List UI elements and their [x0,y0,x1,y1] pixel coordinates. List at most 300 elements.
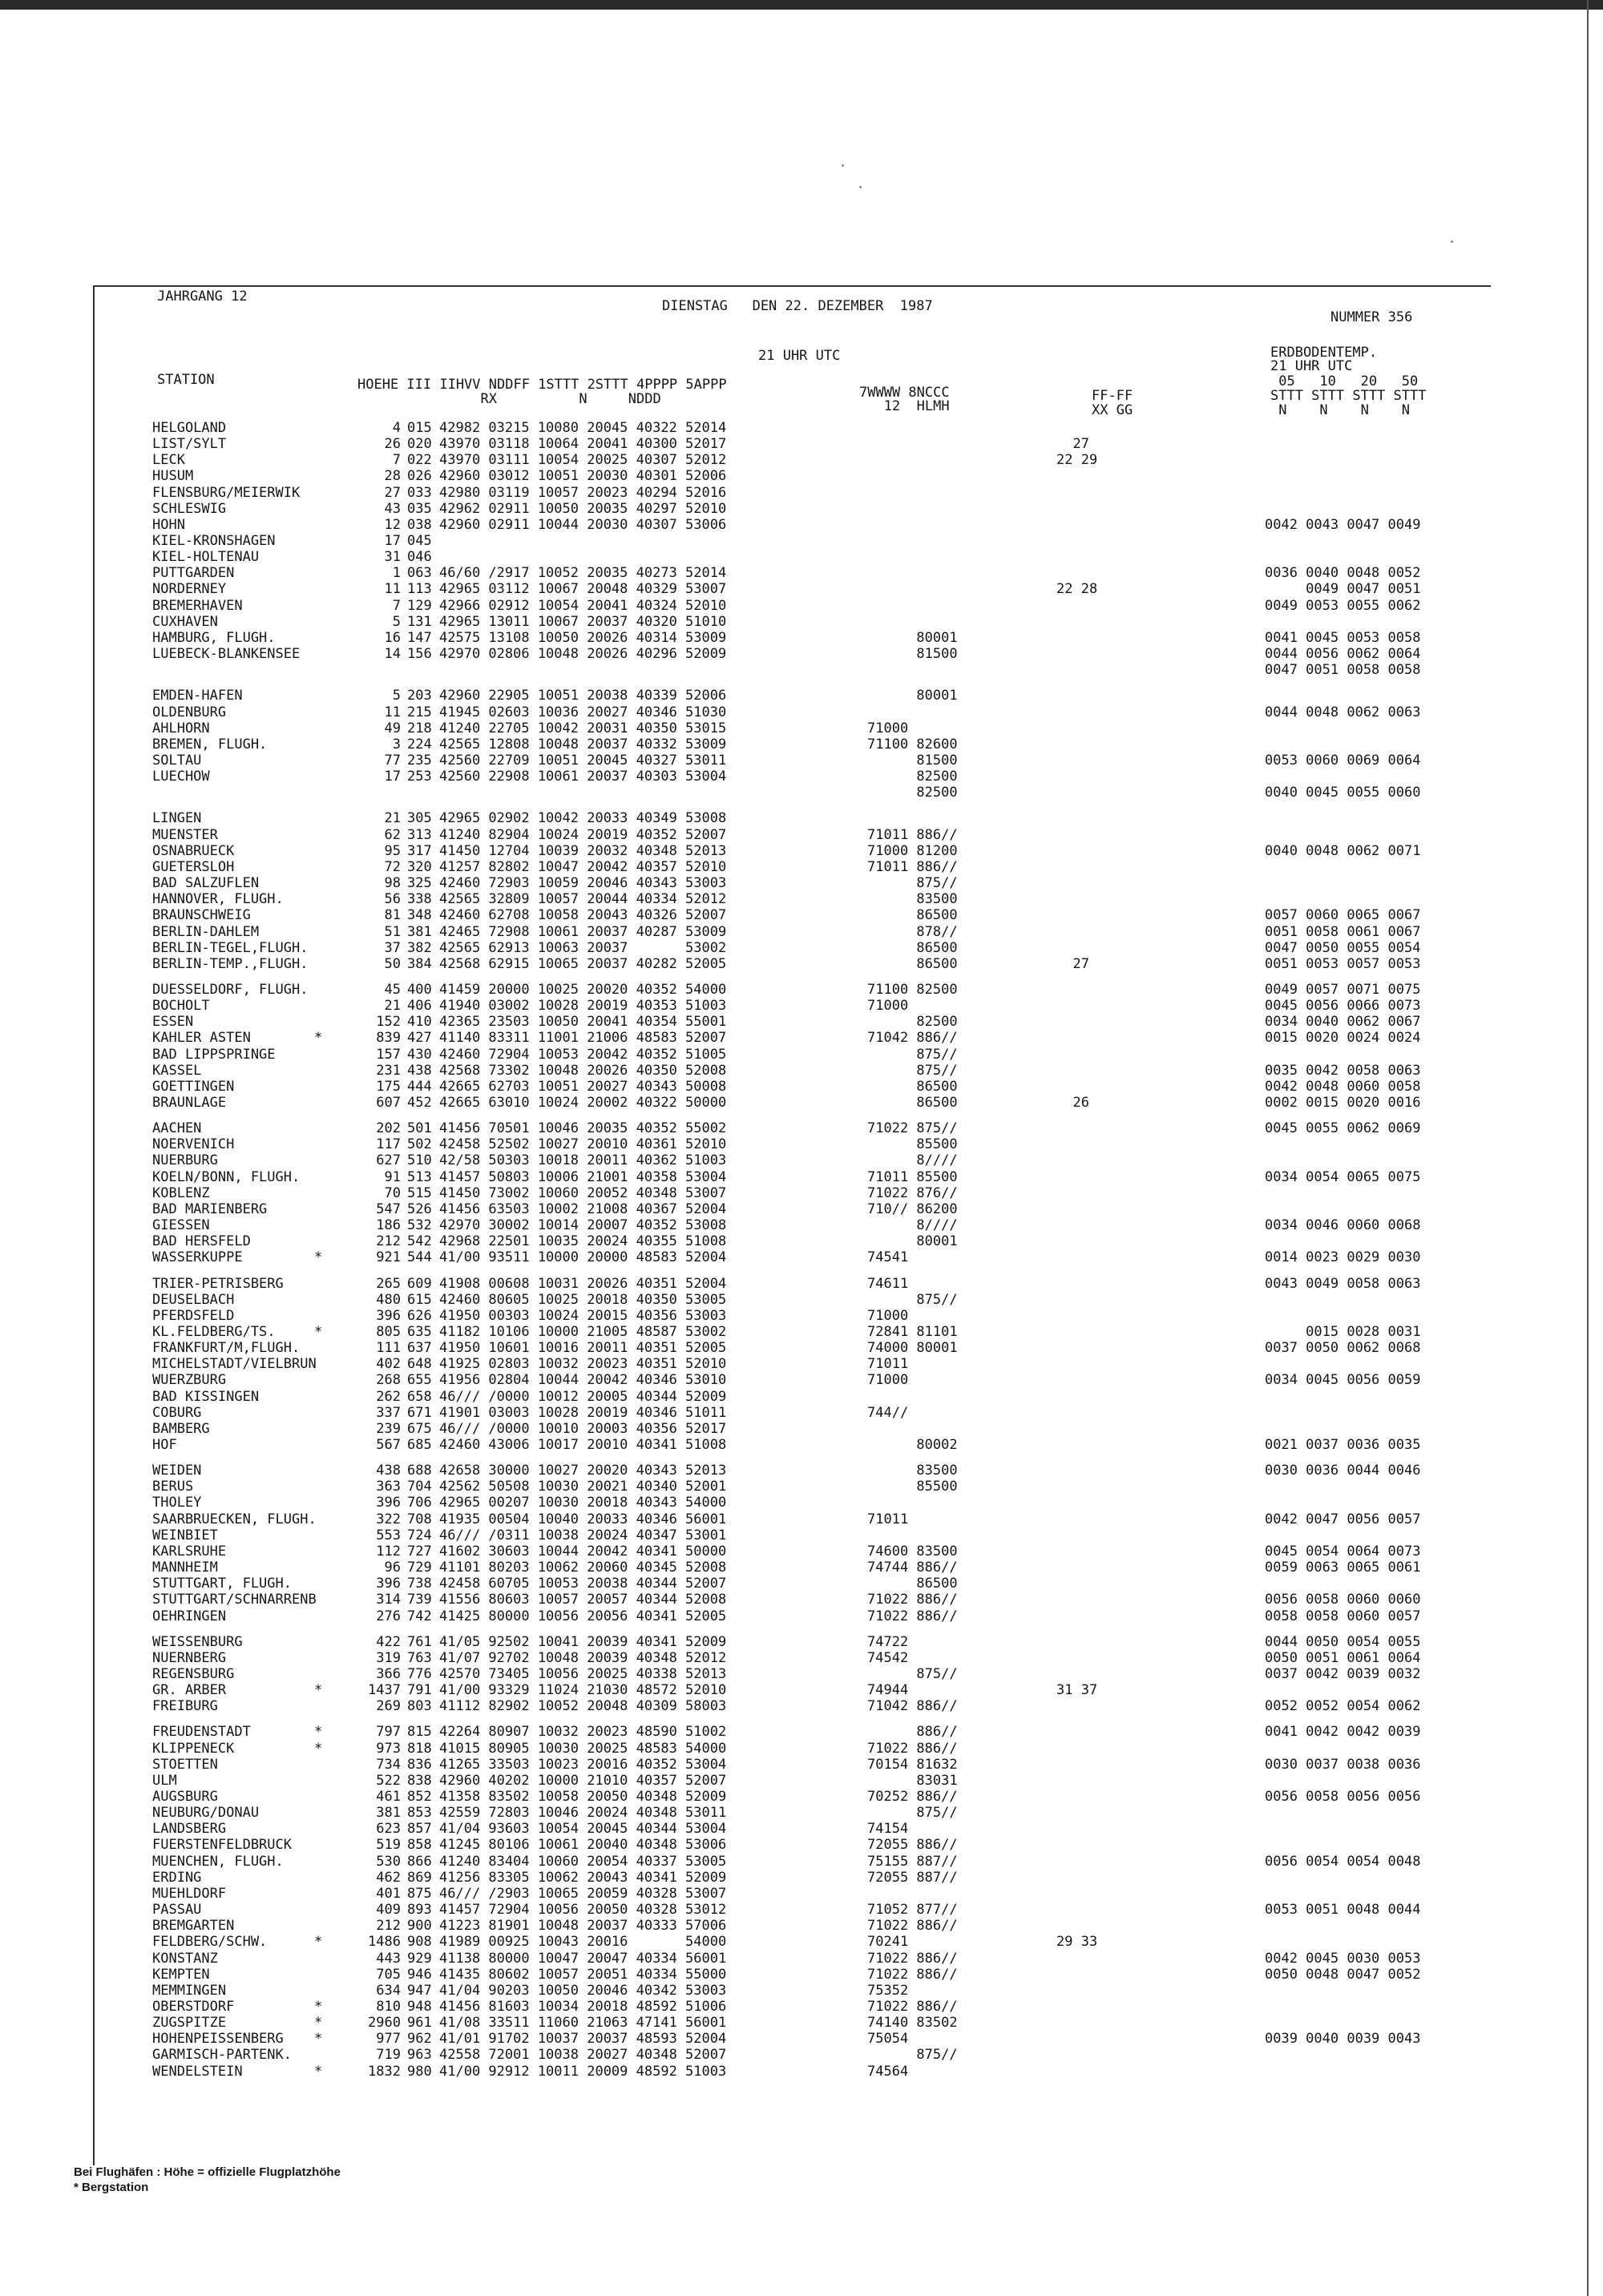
table-row [0,1951,1603,1967]
station-height: 16 [384,630,401,646]
synop-groups: 41456 81603 10034 20018 48592 51006 [439,1999,727,2015]
synop-groups: 42960 02911 10044 20030 40307 53006 [439,517,727,533]
synop-groups: 41950 10601 10016 20011 40351 52005 [439,1340,727,1356]
synop-groups: 41602 30603 10044 20042 40341 50000 [439,1543,727,1560]
synop-groups: 41435 80602 10057 20051 40334 55000 [439,1967,727,1983]
extra-groups: 74140 83502 [867,2015,958,2031]
extra-groups: 86500 [867,1576,958,1592]
synop-groups: 41112 82902 10052 20048 40309 58003 [439,1698,727,1714]
table-row [0,1292,1603,1308]
synop-groups: 42458 52502 10027 20010 40361 52010 [439,1136,727,1152]
table-row [0,1185,1603,1201]
column-soil-depths: 05 10 20 50 [1270,373,1419,389]
station-index: 532 [407,1217,432,1233]
station-height: 462 [376,1870,401,1886]
table-row [0,1511,1603,1527]
station-height: 51 [384,924,401,940]
synop-groups: 42560 22709 10051 20045 40327 53011 [439,753,727,769]
station-name: NUERNBERG [152,1650,227,1666]
column-soil-n: N N N N [1270,402,1410,418]
station-height: 175 [376,1079,401,1095]
station-height: 973 [376,1741,401,1757]
station-name: FUERSTENFELDBRUCK [152,1837,292,1853]
synop-groups: 42970 02806 10048 20026 40296 52009 [439,646,727,662]
header-number: NUMMER 356 [1330,309,1413,325]
station-height: 314 [376,1592,401,1608]
station-height: 231 [376,1063,401,1079]
station-index: 063 [407,565,432,581]
station-index: 727 [407,1543,432,1560]
station-height: 7 [392,598,401,614]
soil-temperatures: 0034 0046 0060 0068 [1265,1217,1421,1233]
station-height: 112 [376,1543,401,1560]
synop-groups: 42962 02911 10050 20035 40297 52010 [439,501,727,517]
synop-groups: 42982 03215 10080 20045 40322 52014 [439,420,727,436]
synop-groups: 42970 30002 10014 20007 40352 53008 [439,1217,727,1233]
header-volume: JAHRGANG 12 [157,289,248,305]
station-index: 908 [407,1934,432,1950]
table-row [0,1030,1603,1046]
station-height: 627 [376,1152,401,1168]
station-name: BAD KISSINGEN [152,1389,260,1405]
station-height: 265 [376,1276,401,1292]
station-height: 4 [392,420,401,436]
table-row [0,1120,1603,1136]
table-row [0,1886,1603,1902]
station-height: 212 [376,1918,401,1934]
station-height: 401 [376,1886,401,1902]
extra-groups: 71022 886// [867,1999,958,2015]
synop-groups: 42575 13108 10050 20026 40314 53009 [439,630,727,646]
synop-groups: 41015 80905 10030 20025 48583 54000 [439,1741,727,1757]
station-index: 962 [407,2031,432,2047]
station-name: LUEBECK-BLANKENSEE [152,646,301,662]
synop-groups: 42559 72803 10046 20024 40348 53011 [439,1805,727,1821]
station-name: HOF [152,1437,177,1453]
soil-temp-time: 21 UHR UTC [1270,358,1353,374]
station-name: KOELN/BONN, FLUGH. [152,1169,301,1185]
synop-groups: 46/// /0000 10012 20005 40344 52009 [439,1389,727,1405]
synop-groups: 41/01 91702 10037 20037 48593 52004 [439,2031,727,2047]
station-name: LIST/SYLT [152,436,227,452]
station-index: 675 [407,1421,432,1437]
station-index: 215 [407,704,432,720]
station-index: 526 [407,1201,432,1217]
extra-groups: 71022 886// [867,1967,958,1983]
table-row [0,533,1603,549]
wind-gusts: 26 [1056,1095,1089,1111]
station-index: 963 [407,2047,432,2063]
synop-groups: 42568 73302 10048 20026 40350 52008 [439,1063,727,1079]
table-row [0,452,1603,468]
station-height: 26 [384,436,401,452]
station-index: 156 [407,646,432,662]
extra-groups: 72841 81101 [867,1324,958,1340]
table-row [0,688,1603,704]
synop-groups: 42965 02902 10042 20033 40349 53008 [439,810,727,826]
station-index: 857 [407,1821,432,1837]
station-height: 117 [376,1136,401,1152]
station-height: 11 [384,581,401,597]
table-row [0,436,1603,452]
station-index: 400 [407,982,432,998]
station-index: 609 [407,1276,432,1292]
soil-temperatures: 0056 0054 0054 0048 [1265,1854,1421,1870]
table-row [0,1340,1603,1356]
station-height: 62 [384,827,401,843]
station-name: BAD LIPPSPRINGE [152,1047,276,1063]
synop-groups: 41101 80203 10062 20060 40345 52008 [439,1560,727,1576]
extra-groups: 875// [867,2047,958,2063]
synop-groups: 42570 73405 10056 20025 40338 52013 [439,1666,727,1682]
soil-temperatures: 0030 0036 0044 0046 [1265,1463,1421,1479]
synop-groups: 42460 43006 10017 20010 40341 51008 [439,1437,727,1453]
soil-temperatures: 0058 0058 0060 0057 [1265,1608,1421,1624]
station-index: 948 [407,1999,432,2015]
station-name: GARMISCH-PARTENK. [152,2047,292,2063]
soil-temperatures: 0021 0037 0036 0035 [1265,1437,1421,1453]
soil-temperatures: 0042 0043 0047 0049 [1265,517,1421,533]
station-height: 977 [376,2031,401,2047]
station-index: 452 [407,1095,432,1111]
table-row [0,1805,1603,1821]
station-name: NOERVENICH [152,1136,235,1152]
station-height: 1 [392,565,401,581]
extra-groups: 71052 877// [867,1902,958,1918]
soil-temperatures: 0050 0048 0047 0052 [1265,1967,1421,1983]
soil-temperatures: 0037 0042 0039 0032 [1265,1666,1421,1682]
synop-groups: 41457 50803 10006 21001 40358 53004 [439,1169,727,1185]
soil-temperatures: 0045 0055 0062 0069 [1265,1120,1421,1136]
table-row [0,810,1603,826]
table-row [0,982,1603,998]
table-row [0,1527,1603,1543]
table-row [0,1870,1603,1886]
station-name: BERLIN-DAHLEM [152,924,260,940]
station-height: 186 [376,1217,401,1233]
station-height: 21 [384,810,401,826]
wind-gusts: 22 28 [1056,581,1098,597]
table-row [0,662,1603,678]
station-name: KEMPTEN [152,1967,210,1983]
synop-groups: 41/00 93511 10000 20000 48583 52004 [439,1249,727,1265]
extra-groups: 74541 [867,1249,909,1265]
station-height: 607 [376,1095,401,1111]
station-name: AHLHORN [152,720,210,736]
station-height: 72 [384,859,401,875]
station-height: 27 [384,485,401,501]
station-index: 253 [407,769,432,785]
synop-groups: 42960 03012 10051 20030 40301 52006 [439,468,727,484]
extra-groups: 74542 [867,1650,909,1666]
extra-groups: 71022 886// [867,1608,958,1624]
extra-groups: 86500 [867,956,958,972]
station-name: STUTTGART/SCHNARRENB [152,1592,317,1608]
soil-temperatures: 0041 0042 0042 0039 [1265,1724,1421,1740]
station-name: HOHENPEISSENBERG [152,2031,284,2047]
station-index: 742 [407,1608,432,1624]
soil-temperatures: 0043 0049 0058 0063 [1265,1276,1421,1292]
station-name: ESSEN [152,1014,194,1030]
extra-groups: 886// [867,1724,958,1740]
synop-groups: 41456 63503 10002 21008 40367 52004 [439,1201,727,1217]
table-row [0,1079,1603,1095]
soil-temperatures: 0034 0054 0065 0075 [1265,1169,1421,1185]
station-height: 98 [384,875,401,891]
soil-temperatures: 0015 0020 0024 0024 [1265,1030,1421,1046]
synop-groups: 41256 83305 10062 20043 40341 52009 [439,1870,727,1886]
station-index: 313 [407,827,432,843]
station-name: GR. ARBER [152,1682,227,1698]
extra-groups: 72055 886// [867,1837,958,1853]
station-index: 022 [407,452,432,468]
synop-groups: 41459 20000 10025 20020 40352 54000 [439,982,727,998]
header-date: DIENSTAG DEN 22. DEZEMBER 1987 [662,298,933,314]
station-name: WASSERKUPPE [152,1249,243,1265]
soil-temperatures: 0042 0047 0056 0057 [1265,1511,1421,1527]
table-row [0,468,1603,484]
table-row [0,998,1603,1014]
station-height: 443 [376,1951,401,1967]
station-height: 152 [376,1014,401,1030]
table-row [0,1095,1603,1111]
station-index: 427 [407,1030,432,1046]
station-height: 3 [392,736,401,753]
table-row [0,907,1603,923]
station-index: 626 [407,1308,432,1324]
station-name: LANDSBERG [152,1821,227,1837]
synop-groups: 42465 72908 10061 20037 40287 53009 [439,924,727,940]
soil-temperatures: 0045 0056 0066 0073 [1265,998,1421,1014]
station-name: PFERDSFELD [152,1308,235,1324]
extra-groups: 80001 [867,688,958,704]
soil-temperatures: 0049 0057 0071 0075 [1265,982,1421,998]
station-height: 50 [384,956,401,972]
station-name: STUTTGART, FLUGH. [152,1576,292,1592]
extra-groups: 83500 [867,1463,958,1479]
table-row [0,1169,1603,1185]
soil-temperatures: 0041 0045 0053 0058 [1265,630,1421,646]
table-row [0,1592,1603,1608]
station-name: GOETTINGEN [152,1079,235,1095]
synop-groups: 41245 80106 10061 20040 40348 53006 [439,1837,727,1853]
extra-groups: 80001 [867,1233,958,1249]
station-index: 869 [407,1870,432,1886]
table-row [0,565,1603,581]
mountain-marker: * [314,1324,323,1340]
station-name: NUERBURG [152,1152,218,1168]
station-name: KL.FELDBERG/TS. [152,1324,276,1340]
table-row [0,1437,1603,1453]
table-row [0,1543,1603,1560]
extra-groups: 74722 [867,1634,909,1650]
extra-groups: 875// [867,875,958,891]
station-index: 637 [407,1340,432,1356]
station-index: 320 [407,859,432,875]
station-index: 836 [407,1757,432,1773]
table-row [0,1560,1603,1576]
station-name: ZUGSPITZE [152,2015,227,2031]
soil-temperatures: 0044 0056 0062 0064 [1265,646,1421,662]
synop-groups: 42560 22908 10061 20037 40303 53004 [439,769,727,785]
station-height: 49 [384,720,401,736]
station-name: WEISSENBURG [152,1634,243,1650]
table-row [0,1014,1603,1030]
table-row [0,1650,1603,1666]
station-name: SAARBRUECKEN, FLUGH. [152,1511,317,1527]
wind-gusts: 27 [1056,436,1089,452]
table-row [0,1773,1603,1789]
station-name: MUENCHEN, FLUGH. [152,1854,284,1870]
station-height: 111 [376,1340,401,1356]
table-row [0,1047,1603,1063]
station-height: 547 [376,1201,401,1217]
soil-temperatures: 0053 0060 0069 0064 [1265,753,1421,769]
extra-groups: 70241 [867,1934,909,1950]
station-name: OLDENBURG [152,704,227,720]
table-row [0,1698,1603,1714]
synop-groups: 41450 73002 10060 20052 40348 53007 [439,1185,727,1201]
table-row [0,1967,1603,1983]
station-index: 708 [407,1511,432,1527]
extra-groups: 71000 81200 [867,843,958,859]
column-extra-line2: 12 HLMH [859,398,950,414]
station-name: TRIER-PETRISBERG [152,1276,284,1292]
station-height: 28 [384,468,401,484]
synop-groups: 41240 22705 10042 20031 40350 53015 [439,720,727,736]
table-row [0,501,1603,517]
soil-temperatures: 0002 0015 0020 0016 [1265,1095,1421,1111]
extra-groups: 71042 886// [867,1698,958,1714]
station-height: 212 [376,1233,401,1249]
soil-temperatures: 0045 0054 0064 0073 [1265,1543,1421,1560]
table-row [0,1356,1603,1372]
extra-groups: 71011 886// [867,827,958,843]
synop-groups: 42458 60705 10053 20038 40344 52007 [439,1576,727,1592]
table-row [0,1276,1603,1292]
table-row [0,614,1603,630]
station-height: 268 [376,1372,401,1388]
station-height: 705 [376,1967,401,1983]
extra-groups: 71022 886// [867,1592,958,1608]
table-row [0,875,1603,891]
station-name: HOHN [152,517,185,533]
extra-groups: 82500 [867,769,958,785]
station-name: DUESSELDORF, FLUGH. [152,982,309,998]
station-index: 929 [407,1951,432,1967]
synop-groups: 41182 10106 10000 21005 48587 53002 [439,1324,727,1340]
table-row [0,485,1603,501]
station-name: BAMBERG [152,1421,210,1437]
soil-temperatures: 0015 0028 0031 [1265,1324,1421,1340]
station-height: 12 [384,517,401,533]
station-index: 704 [407,1479,432,1495]
station-height: 438 [376,1463,401,1479]
synop-groups: 42665 63010 10024 20002 40322 50000 [439,1095,727,1111]
station-index: 655 [407,1372,432,1388]
station-index: 761 [407,1634,432,1650]
station-name: FLENSBURG/MEIERWIK [152,485,301,501]
table-row [0,704,1603,720]
station-index: 438 [407,1063,432,1079]
synop-groups: 41265 33503 10023 20016 40352 53004 [439,1757,727,1773]
synop-groups: 41908 00608 10031 20026 40351 52004 [439,1276,727,1292]
column-soil-stttt: STTT STTT STTT STTT [1270,388,1427,404]
synop-groups: 42960 40202 10000 21010 40357 52007 [439,1773,727,1789]
station-height: 157 [376,1047,401,1063]
table-row [0,1789,1603,1805]
station-index: 706 [407,1495,432,1511]
station-name: WENDELSTEIN [152,2064,243,2080]
extra-groups: 74611 [867,1276,909,1292]
station-index: 038 [407,517,432,533]
soil-temperatures: 0051 0058 0061 0067 [1265,924,1421,940]
station-name: BRAUNLAGE [152,1095,227,1111]
station-height: 7 [392,452,401,468]
station-name: LECK [152,452,185,468]
station-index: 045 [407,533,432,549]
synop-groups: 41/05 92502 10041 20039 40341 52009 [439,1634,727,1650]
extra-groups: 8//// [867,1152,958,1168]
extra-groups: 71011 [867,1511,909,1527]
station-name: CUXHAVEN [152,614,218,630]
extra-groups: 83500 [867,891,958,907]
soil-temperatures: 0042 0045 0030 0053 [1265,1951,1421,1967]
extra-groups: 71100 82500 [867,982,958,998]
station-name: THOLEY [152,1495,202,1511]
station-name: LUECHOW [152,769,210,785]
soil-temperatures: 0014 0023 0029 0030 [1265,1249,1421,1265]
synop-groups: 41456 70501 10046 20035 40352 55002 [439,1120,727,1136]
station-name: HELGOLAND [152,420,227,436]
table-row [0,1724,1603,1740]
station-index: 791 [407,1682,432,1698]
station-name: GIESSEN [152,1217,210,1233]
table-row [0,1308,1603,1324]
synop-groups: 41457 72904 10056 20050 40328 53012 [439,1902,727,1918]
table-row [0,1634,1603,1650]
table-row [0,1495,1603,1511]
station-height: 21 [384,998,401,1014]
column-extra-line1: 7WWWW 8NCCC [859,385,950,401]
station-name: FREUDENSTADT [152,1724,251,1740]
station-height: 31 [384,549,401,565]
station-name: AACHEN [152,1120,202,1136]
synop-groups: 41450 12704 10039 20032 40348 52013 [439,843,727,859]
mountain-marker: * [314,2031,323,2047]
extra-groups: 70154 81632 [867,1757,958,1773]
table-row [0,1136,1603,1152]
station-index: 685 [407,1437,432,1453]
station-name: MUEHLDORF [152,1886,227,1902]
wind-gusts: 22 29 [1056,452,1098,468]
station-height: 553 [376,1527,401,1543]
extra-groups: 86500 [867,940,958,956]
table-row [0,827,1603,843]
table-row [0,598,1603,614]
synop-groups: 43970 03118 10064 20041 40300 52017 [439,436,727,452]
station-name: EMDEN-HAFEN [152,688,243,704]
station-name: WUERZBURG [152,1372,227,1388]
station-name: KIEL-HOLTENAU [152,549,260,565]
extra-groups: 75352 [867,1983,909,1999]
station-name: KARLSRUHE [152,1543,227,1560]
column-groups-line2: RX N NDDD [357,391,661,407]
column-groups-line1: HOEHE III IIHVV NDDFF 1STTT 2STTT 4PPPP 5APPP [357,377,727,393]
extra-groups: 71100 82600 [867,736,958,753]
station-name: HAMBURG, FLUGH. [152,630,276,646]
station-height: 202 [376,1120,401,1136]
